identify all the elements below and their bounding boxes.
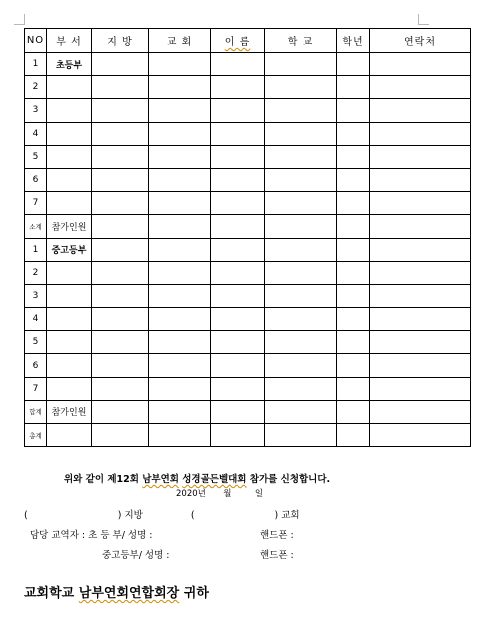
input-cell[interactable]: [370, 284, 471, 307]
input-cell[interactable]: [92, 284, 149, 307]
table-row: [25, 354, 471, 377]
row-department: [47, 76, 92, 99]
table-row: [25, 238, 471, 261]
row-department: [47, 192, 92, 215]
input-cell[interactable]: [370, 168, 471, 191]
table-row: [25, 192, 471, 215]
teacher-elementary-phone: 핸드폰 :: [260, 530, 294, 541]
input-cell[interactable]: [211, 308, 265, 331]
table-row: [25, 400, 471, 423]
input-cell[interactable]: [265, 331, 337, 354]
input-cell[interactable]: [149, 354, 211, 377]
input-cell[interactable]: [92, 122, 149, 145]
row-department: [47, 145, 92, 168]
input-cell[interactable]: [149, 168, 211, 191]
page-corner-mark-right: [418, 14, 429, 25]
row-number: 4: [25, 308, 47, 331]
row-number: 합계: [25, 400, 47, 423]
table-row: [25, 53, 471, 76]
table-row: [25, 377, 471, 400]
input-cell[interactable]: [337, 308, 370, 331]
input-cell[interactable]: [265, 261, 337, 284]
input-cell[interactable]: [211, 331, 265, 354]
input-cell[interactable]: [92, 76, 149, 99]
input-cell[interactable]: [337, 215, 370, 238]
row-number: 소계: [25, 215, 47, 238]
input-cell[interactable]: [92, 308, 149, 331]
input-cell[interactable]: [337, 76, 370, 99]
row-department: [47, 99, 92, 122]
row-number: 1: [25, 238, 47, 261]
input-cell[interactable]: [337, 145, 370, 168]
input-cell[interactable]: [337, 122, 370, 145]
input-cell[interactable]: [149, 53, 211, 76]
row-number: 5: [25, 331, 47, 354]
input-cell[interactable]: [337, 192, 370, 215]
closing-addressee: 교회학교 남부연회연합회장 귀하: [24, 586, 209, 601]
teacher-line-elementary: [30, 527, 153, 541]
table-row: [25, 99, 471, 122]
table-row: [25, 331, 471, 354]
input-cell[interactable]: [149, 261, 211, 284]
input-cell[interactable]: [149, 145, 211, 168]
date-month: 월: [223, 489, 232, 499]
input-cell[interactable]: [370, 331, 471, 354]
input-cell[interactable]: [265, 122, 337, 145]
header-district: 지 방: [92, 29, 149, 53]
input-cell[interactable]: [92, 215, 149, 238]
input-cell[interactable]: [149, 377, 211, 400]
header-grade: 학년: [337, 29, 370, 53]
input-cell[interactable]: [370, 261, 471, 284]
input-cell[interactable]: [92, 354, 149, 377]
input-cell[interactable]: [92, 424, 149, 447]
input-cell[interactable]: [92, 261, 149, 284]
input-cell[interactable]: [92, 99, 149, 122]
input-cell[interactable]: [337, 424, 370, 447]
input-cell[interactable]: [265, 400, 337, 423]
input-cell[interactable]: [370, 76, 471, 99]
input-cell[interactable]: [211, 261, 265, 284]
row-number: 7: [25, 377, 47, 400]
input-cell[interactable]: [149, 238, 211, 261]
input-cell[interactable]: [92, 400, 149, 423]
input-cell[interactable]: [149, 400, 211, 423]
teacher-secondary-phone: 핸드폰 :: [260, 550, 294, 561]
teacher-elementary-label: 담당 교역자 : 초 등 부/ 성명 :: [30, 530, 153, 541]
input-cell[interactable]: [149, 122, 211, 145]
input-cell[interactable]: [370, 354, 471, 377]
table-row: [25, 308, 471, 331]
input-cell[interactable]: [211, 215, 265, 238]
input-cell[interactable]: [337, 168, 370, 191]
row-department: [47, 354, 92, 377]
input-cell[interactable]: [211, 53, 265, 76]
row-department: [47, 261, 92, 284]
input-cell[interactable]: [149, 424, 211, 447]
input-cell[interactable]: [337, 400, 370, 423]
teacher-secondary-label: 중고등부/ 성명 :: [102, 550, 170, 561]
input-cell[interactable]: [265, 377, 337, 400]
header-name: 이 름: [211, 29, 265, 53]
input-cell[interactable]: [92, 377, 149, 400]
table-row: [25, 424, 471, 447]
input-cell[interactable]: [265, 354, 337, 377]
table-row: [25, 215, 471, 238]
input-cell[interactable]: [211, 424, 265, 447]
row-number: 7: [25, 192, 47, 215]
row-department: [47, 168, 92, 191]
input-cell[interactable]: [149, 284, 211, 307]
row-department: [47, 308, 92, 331]
input-cell[interactable]: [265, 215, 337, 238]
row-number: 2: [25, 261, 47, 284]
table-header-row: [25, 29, 471, 53]
row-department: 참가인원: [47, 215, 92, 238]
input-cell[interactable]: [92, 168, 149, 191]
row-department: 초등부: [47, 53, 92, 76]
input-cell[interactable]: [337, 238, 370, 261]
input-cell[interactable]: [211, 354, 265, 377]
input-cell[interactable]: [265, 53, 337, 76]
table-row: [25, 168, 471, 191]
input-cell[interactable]: [337, 284, 370, 307]
input-cell[interactable]: [149, 308, 211, 331]
row-department: [47, 424, 92, 447]
row-department: [47, 122, 92, 145]
input-cell[interactable]: [149, 99, 211, 122]
input-cell[interactable]: [370, 192, 471, 215]
input-cell[interactable]: [370, 238, 471, 261]
row-number: 3: [25, 284, 47, 307]
input-cell[interactable]: [149, 215, 211, 238]
input-cell[interactable]: [370, 215, 471, 238]
input-cell[interactable]: [370, 308, 471, 331]
input-cell[interactable]: [92, 192, 149, 215]
input-cell[interactable]: [149, 192, 211, 215]
input-cell[interactable]: [370, 99, 471, 122]
input-cell[interactable]: [265, 76, 337, 99]
input-cell[interactable]: [211, 238, 265, 261]
date-year: 2020년: [176, 489, 206, 499]
row-number: 2: [25, 76, 47, 99]
row-number: 3: [25, 99, 47, 122]
row-number: 6: [25, 354, 47, 377]
row-number: 6: [25, 168, 47, 191]
header-church: 교 회: [149, 29, 211, 53]
input-cell[interactable]: [149, 331, 211, 354]
date-day: 일: [254, 489, 264, 499]
input-cell[interactable]: [211, 284, 265, 307]
row-number: 총계: [25, 424, 47, 447]
input-cell[interactable]: [337, 53, 370, 76]
header-contact: 연락처: [370, 29, 471, 53]
table-row: [25, 284, 471, 307]
church-line: ( ) 지방 ( ) 교회: [24, 510, 300, 521]
input-cell[interactable]: [370, 53, 471, 76]
input-cell[interactable]: [337, 99, 370, 122]
row-department: [47, 284, 92, 307]
row-number: 1: [25, 53, 47, 76]
input-cell[interactable]: [265, 424, 337, 447]
input-cell[interactable]: [211, 76, 265, 99]
row-department: 중고등부: [47, 238, 92, 261]
input-cell[interactable]: [370, 145, 471, 168]
input-cell[interactable]: [337, 331, 370, 354]
input-cell[interactable]: [265, 192, 337, 215]
input-cell[interactable]: [211, 400, 265, 423]
input-cell[interactable]: [337, 261, 370, 284]
input-cell[interactable]: [92, 331, 149, 354]
input-cell[interactable]: [92, 145, 149, 168]
application-statement: 위와 같이 제12회 남부연회 성경골든벨대회 참가를 신청합니다.: [64, 474, 331, 485]
row-number: 4: [25, 122, 47, 145]
input-cell[interactable]: [211, 145, 265, 168]
input-cell[interactable]: [337, 377, 370, 400]
input-cell[interactable]: [265, 168, 337, 191]
header-department: 부 서: [47, 29, 92, 53]
row-department: [47, 377, 92, 400]
row-department: [47, 331, 92, 354]
input-cell[interactable]: [211, 122, 265, 145]
header-no: NO: [25, 29, 47, 53]
input-cell[interactable]: [265, 284, 337, 307]
input-cell[interactable]: [337, 354, 370, 377]
row-department: 참가인원: [47, 400, 92, 423]
table-row: [25, 122, 471, 145]
input-cell[interactable]: [92, 53, 149, 76]
table-row: [25, 145, 471, 168]
table-row: [25, 261, 471, 284]
table-row: [25, 76, 471, 99]
input-cell[interactable]: [265, 99, 337, 122]
date-line: [176, 487, 263, 499]
input-cell[interactable]: [211, 168, 265, 191]
input-cell[interactable]: [211, 192, 265, 215]
registration-table: [24, 28, 471, 447]
input-cell[interactable]: [265, 145, 337, 168]
input-cell[interactable]: [265, 238, 337, 261]
teacher-line-secondary: [102, 547, 170, 561]
input-cell[interactable]: [370, 377, 471, 400]
input-cell[interactable]: [211, 99, 265, 122]
input-cell[interactable]: [370, 400, 471, 423]
row-number: 5: [25, 145, 47, 168]
input-cell[interactable]: [370, 122, 471, 145]
input-cell[interactable]: [370, 424, 471, 447]
input-cell[interactable]: [211, 377, 265, 400]
input-cell[interactable]: [92, 238, 149, 261]
header-school: 학 교: [265, 29, 337, 53]
page-corner-mark-left: [14, 14, 25, 25]
input-cell[interactable]: [149, 76, 211, 99]
input-cell[interactable]: [265, 308, 337, 331]
